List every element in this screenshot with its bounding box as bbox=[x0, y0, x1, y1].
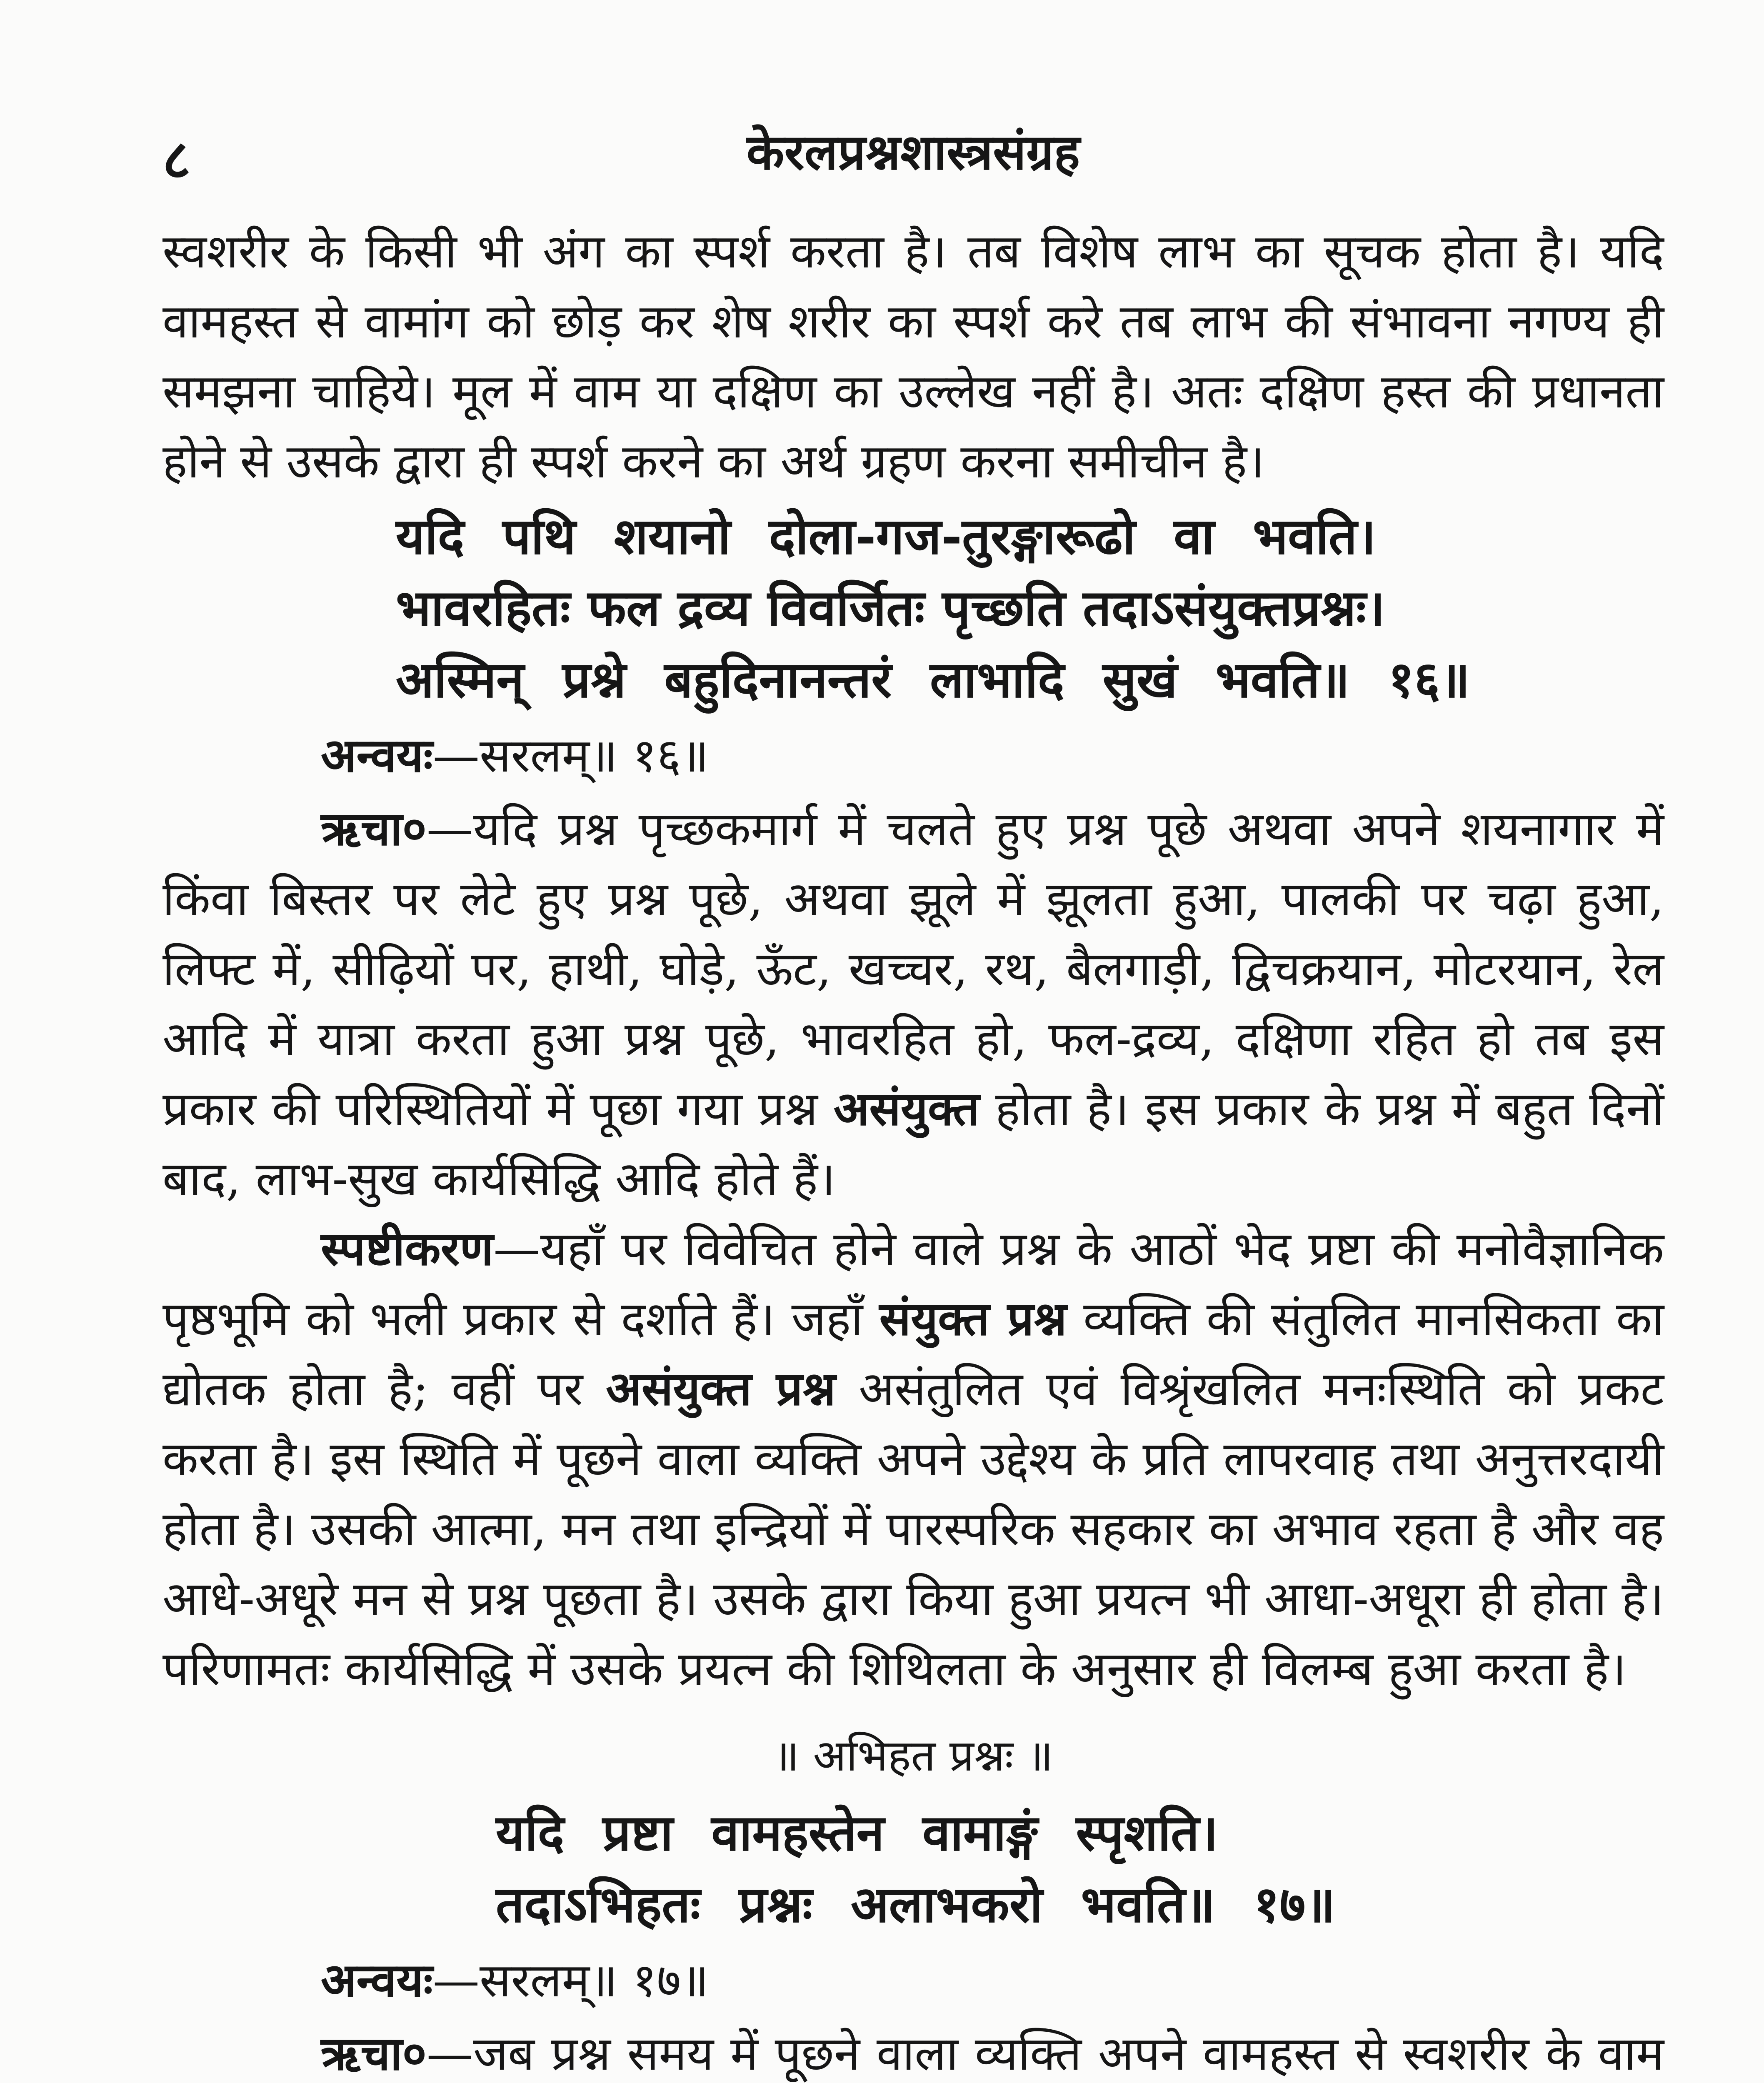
anvaya-17-text: —सरलम्॥ १७॥ bbox=[432, 1953, 709, 2008]
anvaya-17 bbox=[162, 1946, 1664, 2016]
page-number: ८ bbox=[162, 127, 191, 191]
verse-16-line-3: अस्मिन् प्रश्ने बहुदिनानन्तरं लाभादि सुखं भवति॥ १६॥ bbox=[396, 650, 1470, 709]
richa-17-paragraph bbox=[162, 2019, 1664, 2083]
page-header bbox=[162, 0, 1664, 217]
verse-17 bbox=[162, 1797, 1664, 1941]
richa-17-label: ऋचा० bbox=[321, 2026, 427, 2081]
clarification-paragraph bbox=[162, 1214, 1664, 1704]
verse-16-line-2: भावरहितः फल द्रव्य विवर्जितः पृच्छति तदाऽसंयुक्तप्रश्नः। bbox=[396, 579, 1385, 637]
clarification-text-part3: असंतुलित एवं विश्रृंखलित मनःस्थिति को प्रकट करता है। इस स्थिति में पूछने वाला व्यक्ति अपने उद्देश्य के प्रति लापरवाह तथा अनुत्तरदायी होता है। उसकी आत्मा, मन तथा इन्द्रियों में पारस्परिक सहकार का अभाव रहता है और वह आधे-अधूरे मन से प्रश्न पूछता है। उसके द्वारा किया हुआ प्रयत्न भी आधा-अधूरा ही होता है। परिणामतः कार्यसिद्धि में उसके प्रयत्न की शिथिलता के अनुसार ही विलम्ब हुआ करता है। bbox=[162, 1362, 1664, 1696]
anvaya-16-text: —सरलम्॥ १६॥ bbox=[432, 729, 709, 783]
richa-17-text-part1: —जब प्रश्न समय में पूछने वाला व्यक्ति अपने वामहस्त से स्वशरीर के वाम bbox=[426, 2027, 1664, 2081]
anvaya-17-label: अन्वयः bbox=[321, 1953, 433, 2008]
richa-16-text-part1: —यदि प्रश्न पृच्छकमार्ग में चलते हुए प्रश्न पूछे अथवा अपने शयनागार में किंवा बिस्तर पर लेटे हुए प्रश्न पूछे, अथवा झूले में झूलता हुआ, पालकी पर चढ़ा हुआ, लिफ्ट में, सीढ़ियों पर, हाथी, घोड़े, ऊँट, खच्चर, रथ, बैलगाड़ी, द्विचक्रयान, मोटरयान, रेल आदि में यात्रा करता हुआ प्रश्न पूछे, भावरहित हो, फल-द्रव्य, दक्षिणा रहित हो तब इस प्रकार की परिस्थितियों में पूछा गया प्रश्न bbox=[162, 802, 1664, 1136]
richa-16-bold-term: असंयुक्त bbox=[833, 1081, 979, 1136]
richa-16-text-part2: होता है। इस प्रकार के प्रश्न में बहुत दिनों बाद, लाभ-सुख कार्यसिद्धि आदि होते हैं। bbox=[162, 1082, 1664, 1206]
anvaya-16-label: अन्वयः bbox=[321, 728, 433, 783]
intro-paragraph: स्वशरीर के किसी भी अंग का स्पर्श करता है। तब विशेष लाभ का सूचक होता है। यदि वामहस्त से वामांग को छोड़ कर शेष शरीर का स्पर्श करे तब लाभ की संभावना नगण्य ही समझना चाहिये। मूल में वाम या दक्षिण का उल्लेख नहीं है। अतः दक्षिण हस्त की प्रधानता होने से उसके द्वारा ही स्पर्श करने का अर्थ ग्रहण करना समीचीन है। bbox=[162, 225, 1664, 489]
clarification-bold-term-2: असंयुक्त प्रश्न bbox=[606, 1361, 836, 1416]
clarification-bold-term-1: संयुक्त प्रश्न bbox=[879, 1291, 1067, 1346]
section-heading: ॥ अभिहत प्रश्नः ॥ bbox=[773, 1730, 1053, 1781]
clarification-label: स्पष्टीकरण bbox=[321, 1221, 494, 1276]
clarification-text-part1: —यहाँ पर विवेचित होने वाले प्रश्न के आठों भेद प्रष्टा की मनोवैज्ञानिक पृष्ठभूमि को भली प्रकार से दर्शाते हैं। जहाँ bbox=[162, 1222, 1664, 1346]
verse-17-line-1: यदि प्रष्टा वामहस्तेन वामाङ्गं स्पृशति। bbox=[496, 1803, 1218, 1862]
verse-17-line-2: तदाऽभिहतः प्रश्नः अलाभकरो भवति॥ १७॥ bbox=[496, 1875, 1336, 1934]
verse-16 bbox=[162, 501, 1664, 716]
richa-16-paragraph bbox=[162, 794, 1664, 1214]
verse-16-line-1: यदि पथि शयानो दोला-गज-तुरङ्गारूढो वा भवति। bbox=[396, 507, 1376, 566]
clarification-text-part2: व्यक्ति की संतुलित मानसिकता का द्योतक होता है; वहीं पर bbox=[162, 1292, 1664, 1416]
running-title: केरलप्रश्नशास्त्रसंग्रह bbox=[746, 123, 1080, 181]
richa-16-label: ऋचा० bbox=[321, 802, 427, 856]
anvaya-16 bbox=[162, 721, 1664, 791]
